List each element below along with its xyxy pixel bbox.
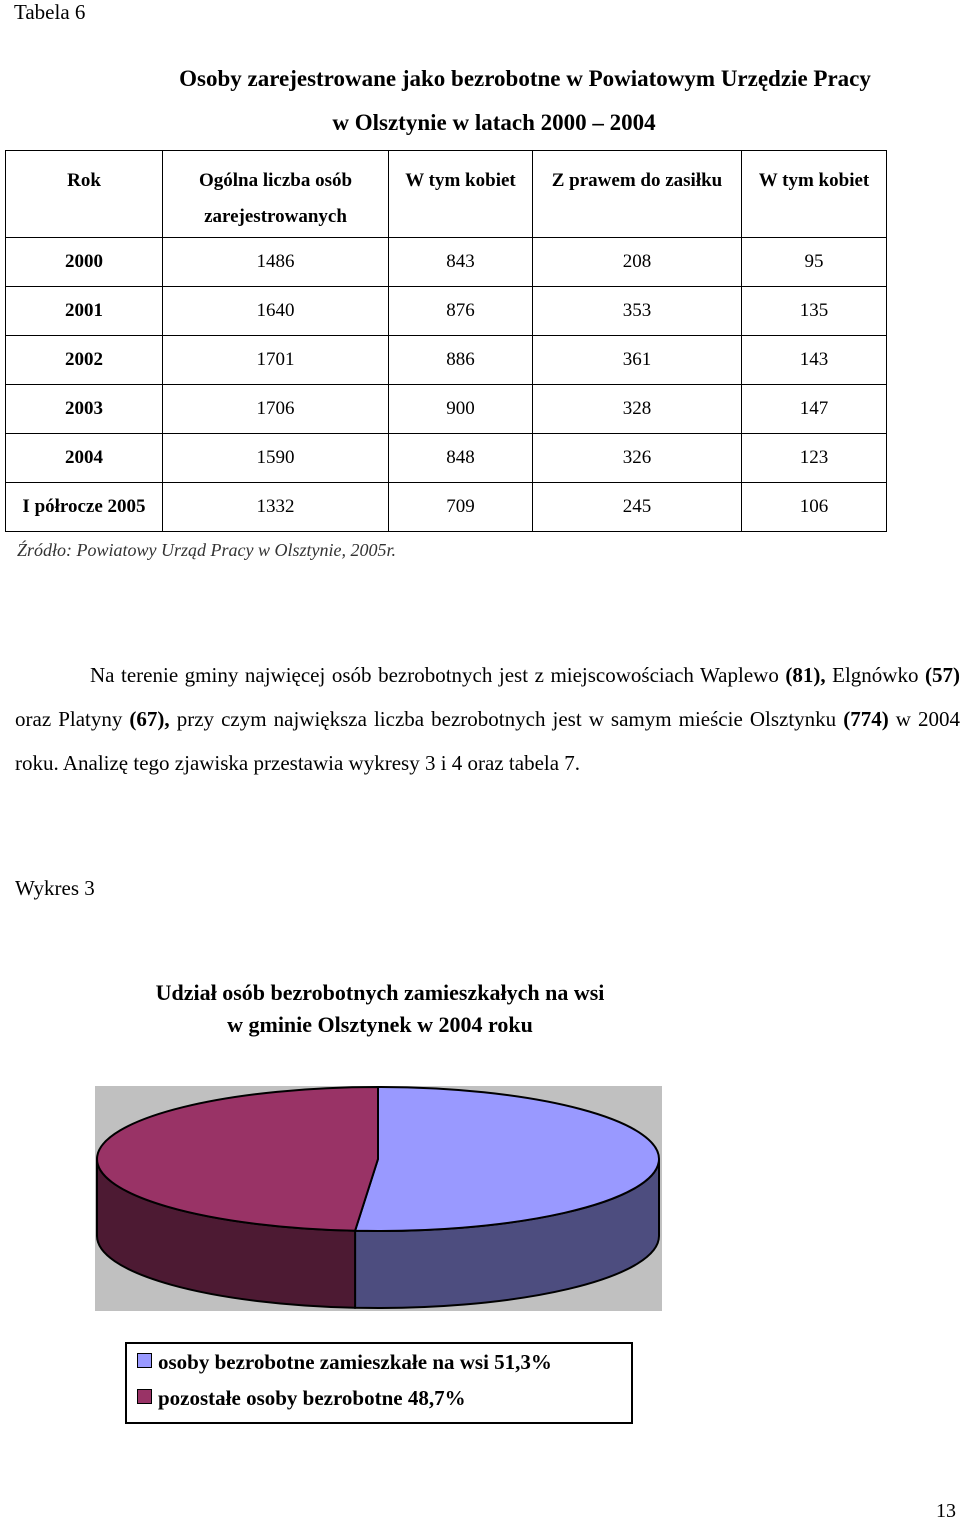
- paragraph-bold: (57): [925, 663, 960, 687]
- table-label: Tabela 6: [14, 0, 86, 24]
- table-cell: 709: [389, 483, 533, 532]
- table-source-note: Źródło: Powiatowy Urząd Pracy w Olsztynie, 2005r.: [17, 540, 397, 560]
- table-cell: 208: [533, 238, 742, 287]
- table-cell: 886: [389, 336, 533, 385]
- header-cell: W tym kobiet: [389, 151, 533, 238]
- table-cell: 123: [742, 434, 887, 483]
- legend-label: pozostałe osoby bezrobotne 48,7%: [158, 1386, 466, 1410]
- table-title-line2: w Olsztynie w latach 2000 – 2004: [332, 110, 656, 135]
- table-cell: 245: [533, 483, 742, 532]
- year-cell: 2000: [6, 238, 163, 287]
- paragraph-bold: (774): [843, 707, 889, 731]
- table-cell: 328: [533, 385, 742, 434]
- table-cell: 1486: [163, 238, 389, 287]
- header-cell: Z prawem do zasiłku: [533, 151, 742, 238]
- year-cell: I półrocze 2005: [6, 483, 163, 532]
- year-cell: 2001: [6, 287, 163, 336]
- table-cell: 95: [742, 238, 887, 287]
- paragraph-bold: (81),: [785, 663, 826, 687]
- legend-item: [137, 1386, 466, 1411]
- year-cell: 2004: [6, 434, 163, 483]
- table-row: [6, 287, 887, 336]
- paragraph-text: oraz Platyny: [15, 707, 130, 731]
- chart-title-line2: w gminie Olsztynek w 2004 roku: [227, 1012, 533, 1037]
- table-header-row: [6, 151, 887, 238]
- paragraph-text: Elgnówko: [825, 663, 926, 687]
- table-row: [6, 434, 887, 483]
- year-cell: 2003: [6, 385, 163, 434]
- paragraph-bold: (67),: [129, 707, 170, 731]
- table-cell: 900: [389, 385, 533, 434]
- header-cell: Ogólna liczba osób zarejestrowanych: [163, 151, 389, 238]
- body-paragraph: [15, 653, 960, 785]
- table-cell: 135: [742, 287, 887, 336]
- legend-swatch: [137, 1353, 152, 1368]
- table-row: [6, 336, 887, 385]
- table-cell: 147: [742, 385, 887, 434]
- year-cell: 2002: [6, 336, 163, 385]
- table-cell: 1640: [163, 287, 389, 336]
- paragraph-text: w 2004 roku. Analizę tego zjawiska przestawia wykresy 3 i 4 oraz tabela 7.: [15, 707, 960, 775]
- paragraph-text: Na terenie gminy najwięcej osób bezrobotnych jest z miejscowościach Waplewo: [90, 663, 786, 687]
- table-row: [6, 385, 887, 434]
- table-row: [6, 483, 887, 532]
- table-row: [6, 238, 887, 287]
- table-cell: 848: [389, 434, 533, 483]
- table-cell: 843: [389, 238, 533, 287]
- chart-legend: [125, 1342, 633, 1424]
- table-title-line1: Osoby zarejestrowane jako bezrobotne w Powiatowym Urzędzie Pracy: [179, 66, 871, 91]
- pie-chart: [95, 1086, 662, 1311]
- table-cell: 106: [742, 483, 887, 532]
- table-cell: 1706: [163, 385, 389, 434]
- table-cell: 361: [533, 336, 742, 385]
- table-cell: 876: [389, 287, 533, 336]
- table-cell: 326: [533, 434, 742, 483]
- table-cell: 1332: [163, 483, 389, 532]
- unemployment-table: [5, 150, 887, 532]
- chart-title-line1: Udział osób bezrobotnych zamieszkałych na wsi: [155, 980, 605, 1005]
- paragraph-text: przy czym największa liczba bezrobotnych jest w samym mieście Olsztynku: [169, 707, 844, 731]
- table-cell: 1701: [163, 336, 389, 385]
- header-cell: W tym kobiet: [742, 151, 887, 238]
- page-number: 13: [936, 1500, 956, 1522]
- table-cell: 1590: [163, 434, 389, 483]
- table-cell: 143: [742, 336, 887, 385]
- legend-item: [137, 1350, 552, 1375]
- legend-swatch: [137, 1389, 152, 1404]
- legend-label: osoby bezrobotne zamieszkałe na wsi 51,3%: [158, 1350, 552, 1374]
- table-cell: 353: [533, 287, 742, 336]
- figure-label: Wykres 3: [15, 876, 95, 900]
- header-cell: Rok: [6, 151, 163, 238]
